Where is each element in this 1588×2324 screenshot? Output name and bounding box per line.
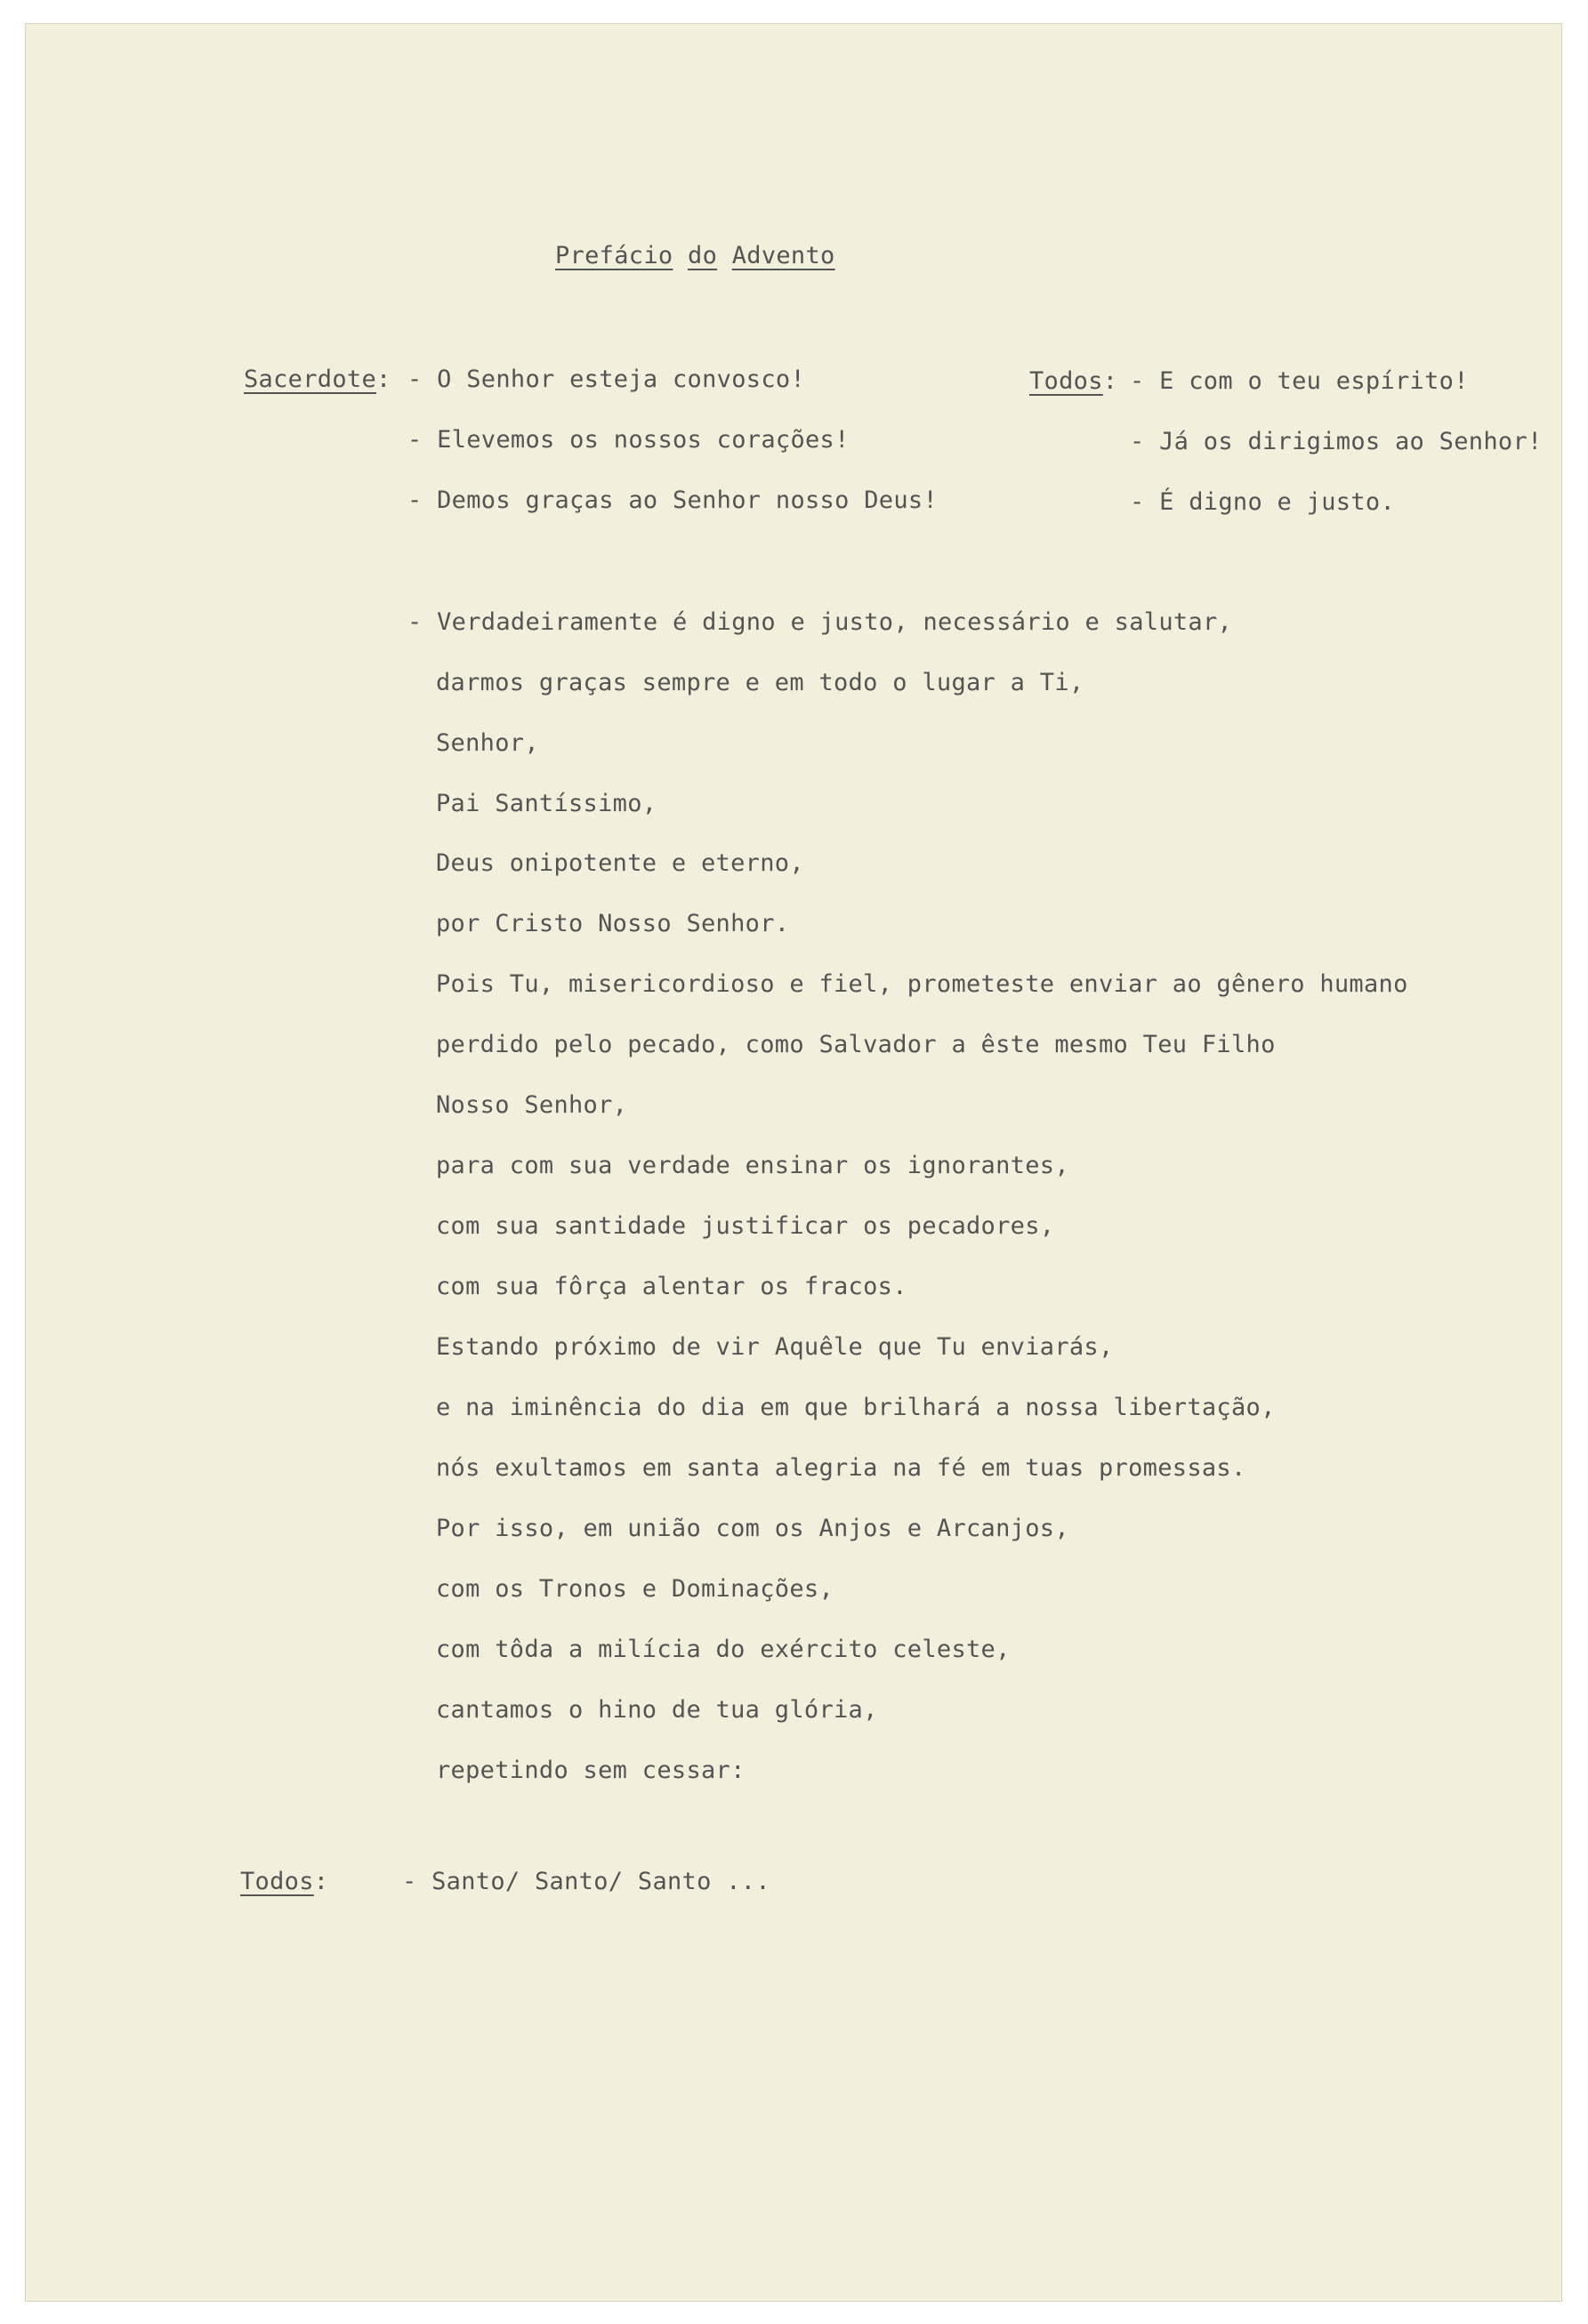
preface-line: Estando próximo de vir Aquêle que Tu enviarás, <box>436 1333 1114 1361</box>
preface-line: cantamos o hino de tua glória, <box>436 1696 878 1724</box>
preface-line: darmos graças sempre e em todo o lugar a Ti, <box>436 669 1084 696</box>
todos-label-group <box>1029 366 1117 398</box>
closing-label-group <box>240 1866 328 1898</box>
preface-line: Deus onipotente e eterno, <box>436 849 804 877</box>
preface-line: Pai Santíssimo, <box>436 790 657 817</box>
sacerdote-line: - Demos graças ao Senhor nosso Deus! <box>407 487 938 514</box>
todos-response-line: - Já os dirigimos ao Senhor! <box>1130 428 1543 455</box>
preface-line: com tôda a milícia do exército celeste, <box>436 1636 1011 1663</box>
preface-line: para com sua verdade ensinar os ignorantes, <box>436 1152 1069 1179</box>
preface-line: Pois Tu, misericordioso e fiel, prometeste enviar ao gênero humano <box>436 970 1408 998</box>
preface-line: com sua fôrça alentar os fracos. <box>436 1273 907 1300</box>
preface-line: e na iminência do dia em que brilhará a nossa libertação, <box>436 1394 1276 1421</box>
preface-line: repetindo sem cessar: <box>436 1757 746 1784</box>
title-word-advento: Advento <box>731 242 835 269</box>
preface-first-line: - Verdadeiramente é digno e justo, necessário e salutar, <box>407 608 1233 636</box>
page-title <box>555 240 835 272</box>
preface-line: Nosso Senhor, <box>436 1091 628 1119</box>
closing-todos-label: Todos <box>240 1868 314 1895</box>
todos-label: Todos <box>1029 367 1103 395</box>
todos-response-line: - E com o teu espírito! <box>1130 367 1469 395</box>
title-word-prefacio: Prefácio <box>555 242 673 269</box>
sacerdote-label-group <box>244 364 391 396</box>
preface-line: com sua santidade justificar os pecadores, <box>436 1212 1055 1240</box>
preface-line: perdido pelo pecado, como Salvador a êste mesmo Teu Filho <box>436 1031 1276 1058</box>
preface-line: Senhor, <box>436 729 539 757</box>
preface-line: nós exultamos em santa alegria na fé em tuas promessas. <box>436 1454 1246 1482</box>
preface-line: por Cristo Nosso Senhor. <box>436 910 790 937</box>
todos-label-colon: : <box>1102 367 1118 395</box>
sacerdote-line: - O Senhor esteja convosco! <box>407 366 805 393</box>
sacerdote-line: - Elevemos os nossos corações! <box>407 426 850 454</box>
preface-line: com os Tronos e Dominações, <box>436 1575 834 1603</box>
sacerdote-label: Sacerdote <box>244 366 376 393</box>
closing-line: - Santo/ Santo/ Santo ... <box>402 1868 770 1895</box>
title-word-do: do <box>688 242 718 269</box>
closing-label-colon: : <box>313 1868 329 1895</box>
preface-line: Por isso, em união com os Anjos e Arcanjos, <box>436 1515 1069 1542</box>
sacerdote-label-colon: : <box>376 366 391 393</box>
todos-response-line: - É digno e justo. <box>1130 488 1395 516</box>
